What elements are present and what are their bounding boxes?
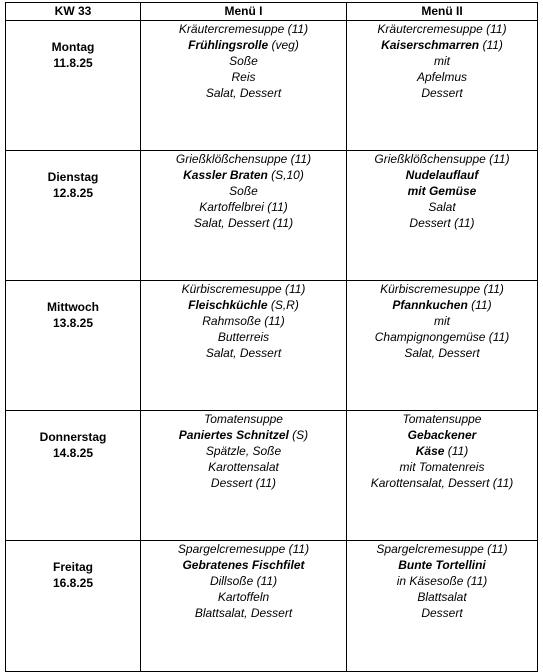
dish-name: Kaiserschmarren: [381, 38, 480, 52]
menu2-cell: [347, 21, 538, 151]
menu-line: [347, 167, 537, 183]
menu-line: [347, 215, 537, 231]
menu-line: [347, 183, 537, 199]
menu-line: [141, 151, 346, 167]
menu-line: [347, 69, 537, 85]
menu-line: [347, 427, 537, 443]
menu2-cell: [347, 151, 538, 281]
menu-text: (veg): [268, 38, 299, 52]
menu-text: Grießklößchensuppe (11): [374, 152, 510, 166]
dish-name: Kassler Braten: [183, 168, 268, 182]
menu-text: Champignongemüse (11): [374, 330, 510, 344]
menu-line: [347, 589, 537, 605]
menu-text: Spargelcremesuppe (11): [376, 542, 508, 556]
menu1-cell: [141, 411, 347, 541]
menu-text: Rahmsoße (11): [202, 314, 285, 328]
menu-text: Grießklößchensuppe (11): [175, 152, 312, 166]
menu1-cell: [141, 21, 347, 151]
menu-text: (S,R): [267, 298, 299, 312]
menu2-cell: [347, 281, 538, 411]
menu-line: [347, 313, 537, 329]
menu1-header: Menü I: [141, 3, 347, 21]
menu-line: [141, 605, 346, 621]
menu1-cell: [141, 151, 347, 281]
menu-text: Dessert (11): [210, 476, 277, 490]
day-row: [6, 21, 538, 151]
menu-line: [141, 411, 346, 427]
menu-line: [141, 199, 346, 215]
menu-text: mit Tomatenreis: [399, 460, 485, 474]
dish-name: mit Gemüse: [407, 184, 477, 198]
menu-text: (11): [467, 298, 492, 312]
menu-text: Kartoffeln: [217, 590, 270, 604]
menu-line: [141, 427, 346, 443]
menu-line: [347, 557, 537, 573]
menu-line: [141, 183, 346, 199]
menu-line: [347, 329, 537, 345]
menu-text: Salat, Dessert: [404, 346, 480, 360]
menu-text: Spätzle, Soße: [205, 444, 282, 458]
day-name: Mittwoch: [47, 300, 99, 314]
day-row: [6, 281, 538, 411]
menu-line: [347, 53, 537, 69]
menu-text: Karottensalat: [208, 460, 279, 474]
dish-name: Pfannkuchen: [392, 298, 468, 312]
menu-line: [141, 345, 346, 361]
menu-line: [141, 37, 346, 53]
menu-text: Kürbiscremesuppe (11): [380, 282, 504, 296]
menu-text: Tomatensuppe: [402, 412, 482, 426]
menu-text: (11): [444, 444, 469, 458]
dish-name: Fleischküchle: [188, 298, 268, 312]
menu-line: [347, 199, 537, 215]
menu-text: Kräutercremesuppe (11): [377, 22, 507, 36]
day-date: 14.8.25: [52, 446, 94, 460]
menu-line: [347, 443, 537, 459]
day-date: 11.8.25: [53, 56, 93, 70]
menu2-header: Menü II: [347, 3, 538, 21]
menu-line: [141, 589, 346, 605]
dish-name: Frühlingsrolle: [188, 38, 269, 52]
dish-name: Bunte Tortellini: [398, 558, 486, 572]
menu-text: (S): [288, 428, 309, 442]
menu1-cell: [141, 281, 347, 411]
menu-line: [347, 85, 537, 101]
menu-line: [347, 541, 537, 557]
day-cell: [6, 21, 141, 151]
menu-text: Dessert: [421, 86, 463, 100]
menu1-cell: [141, 541, 347, 672]
dish-name: Paniertes Schnitzel: [178, 428, 289, 442]
day-row: [6, 411, 538, 541]
menu-text: Salat, Dessert: [205, 86, 282, 100]
menu-text: Dillsoße (11): [209, 574, 278, 588]
menu-text: Soße: [229, 184, 258, 198]
menu-line: [141, 215, 346, 231]
menu-line: [141, 459, 346, 475]
menu2-cell: [347, 541, 538, 672]
menu-text: Dessert: [421, 606, 463, 620]
menu-line: [347, 297, 537, 313]
menu-line: [141, 167, 346, 183]
menu-text: Soße: [229, 54, 258, 68]
dish-name: Gebratenes Fischfilet: [182, 558, 305, 572]
dish-name: Käse: [415, 444, 445, 458]
menu2-cell: [347, 411, 538, 541]
menu-line: [141, 297, 346, 313]
menu-line: [347, 37, 537, 53]
menu-line: [141, 53, 346, 69]
weekly-menu-table: [5, 2, 538, 672]
dish-name: Nudelauflauf: [405, 168, 479, 182]
day-row: [6, 151, 538, 281]
menu-text: in Käsesoße (11): [396, 574, 488, 588]
menu-text: Kürbiscremesuppe (11): [181, 282, 306, 296]
menu-text: mit: [434, 314, 450, 328]
week-header: KW 33: [6, 3, 141, 21]
dish-name: Gebackener: [407, 428, 477, 442]
day-row: [6, 541, 538, 672]
menu-line: [347, 345, 537, 361]
menu-line: [141, 475, 346, 491]
menu-line: [141, 443, 346, 459]
menu-line: [347, 21, 537, 37]
menu-line: [141, 573, 346, 589]
menu-text: Butterreis: [217, 330, 270, 344]
menu-text: Blattsalat, Dessert: [194, 606, 293, 620]
day-name: Montag: [51, 40, 95, 54]
day-cell: [6, 411, 141, 541]
menu-line: [141, 85, 346, 101]
menu-text: Kräutercremesuppe (11): [178, 22, 309, 36]
day-date: 12.8.25: [52, 186, 94, 200]
menu-line: [347, 459, 537, 475]
menu-text: Dessert (11): [409, 216, 475, 230]
day-date: 16.8.25: [52, 576, 94, 590]
menu-text: Spargelcremesuppe (11): [177, 542, 310, 556]
day-cell: [6, 151, 141, 281]
menu-text: Kartoffelbrei (11): [199, 200, 288, 214]
menu-line: [141, 69, 346, 85]
menu-text: Apfelmus: [416, 70, 468, 84]
menu-line: [347, 281, 537, 297]
day-name: Donnerstag: [39, 430, 107, 444]
menu-text: Reis: [231, 70, 256, 84]
menu-line: [141, 541, 346, 557]
day-date: 13.8.25: [52, 316, 94, 330]
day-cell: [6, 281, 141, 411]
menu-text: Salat, Dessert (11): [193, 216, 294, 230]
menu-text: mit: [434, 54, 450, 68]
menu-text: Tomatensuppe: [204, 412, 283, 426]
menu-text: Salat: [428, 200, 456, 214]
menu-line: [347, 475, 537, 491]
menu-line: [347, 605, 537, 621]
menu-line: [347, 573, 537, 589]
day-name: Freitag: [52, 560, 93, 574]
menu-line: [141, 313, 346, 329]
menu-text: Blattsalat: [417, 590, 467, 604]
menu-line: [141, 281, 346, 297]
menu-line: [141, 329, 346, 345]
day-cell: [6, 541, 141, 672]
menu-line: [347, 151, 537, 167]
menu-line: [141, 557, 346, 573]
menu-text: Salat, Dessert: [205, 346, 282, 360]
day-name: Dienstag: [47, 170, 99, 184]
menu-line: [141, 21, 346, 37]
menu-text: (S,10): [267, 168, 304, 182]
menu-line: [347, 411, 537, 427]
header-row: [6, 3, 538, 21]
menu-text: Karottensalat, Dessert (11): [370, 476, 514, 490]
menu-text: (11): [479, 38, 503, 52]
